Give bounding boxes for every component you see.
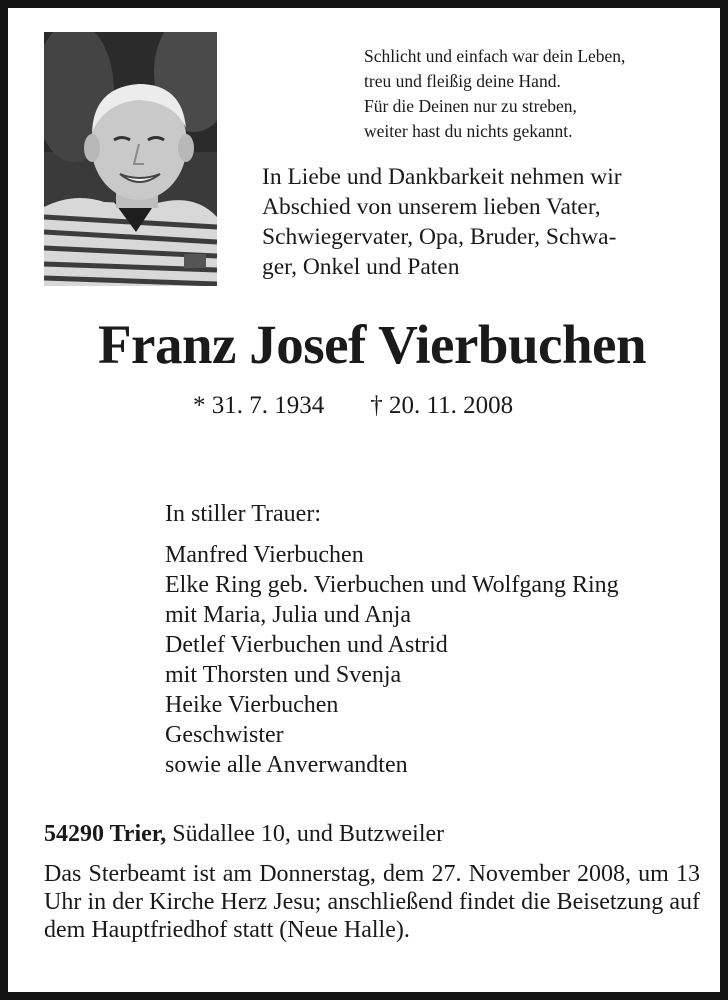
address-city: 54290 Trier, xyxy=(44,821,167,847)
mourner-line: Elke Ring geb. Vierbuchen und Wolfgang Ring xyxy=(165,572,619,598)
mourner-line: mit Maria, Julia und Anja xyxy=(165,602,411,628)
verse-line: treu und fleißig deine Hand. xyxy=(364,71,561,91)
life-dates xyxy=(193,390,513,422)
mourners-list xyxy=(165,540,619,780)
death-date: † 20. 11. 2008 xyxy=(370,392,514,419)
mourner-line: mit Thorsten und Svenja xyxy=(165,662,402,688)
verse-line: Schlicht und einfach war dein Leben, xyxy=(364,46,626,66)
birth-date: * 31. 7. 1934 xyxy=(193,392,325,419)
mourner-line: Geschwister xyxy=(165,722,284,748)
mourning-heading: In stiller Trauer: xyxy=(165,501,321,527)
mourner-line: Detlef Vierbuchen und Astrid xyxy=(165,632,448,658)
funeral-notice: Das Sterbeamt ist am Donnerstag, dem 27. November 2008, um 13 Uhr in der Kirche Herz Jesu; anschließend findet die Beisetzung auf dem Hauptfriedhof statt (Neue Halle). xyxy=(44,861,700,943)
verse-line: weiter hast du nichts gekannt. xyxy=(364,121,573,141)
portrait-photo xyxy=(44,32,217,286)
farewell-line: Schwiegervater, Opa, Bruder, Schwa- xyxy=(262,224,617,250)
farewell-text xyxy=(262,162,700,282)
farewell-line: Abschied von unserem lieben Vater, xyxy=(262,194,601,220)
mourner-line: Heike Vierbuchen xyxy=(165,692,339,718)
address-street: Südallee 10, und Butzweiler xyxy=(166,821,445,847)
memorial-verse xyxy=(364,44,625,144)
deceased-name: Franz Josef Vierbuchen xyxy=(97,314,647,375)
farewell-line: In Liebe und Dankbarkeit nehmen wir xyxy=(262,164,622,190)
family-address xyxy=(44,818,444,850)
verse-line: Für die Deinen nur zu streben, xyxy=(364,96,577,116)
mourner-line: sowie alle Anverwandten xyxy=(165,752,408,778)
mourner-line: Manfred Vierbuchen xyxy=(165,542,364,568)
farewell-line: ger, Onkel und Paten xyxy=(262,254,460,280)
